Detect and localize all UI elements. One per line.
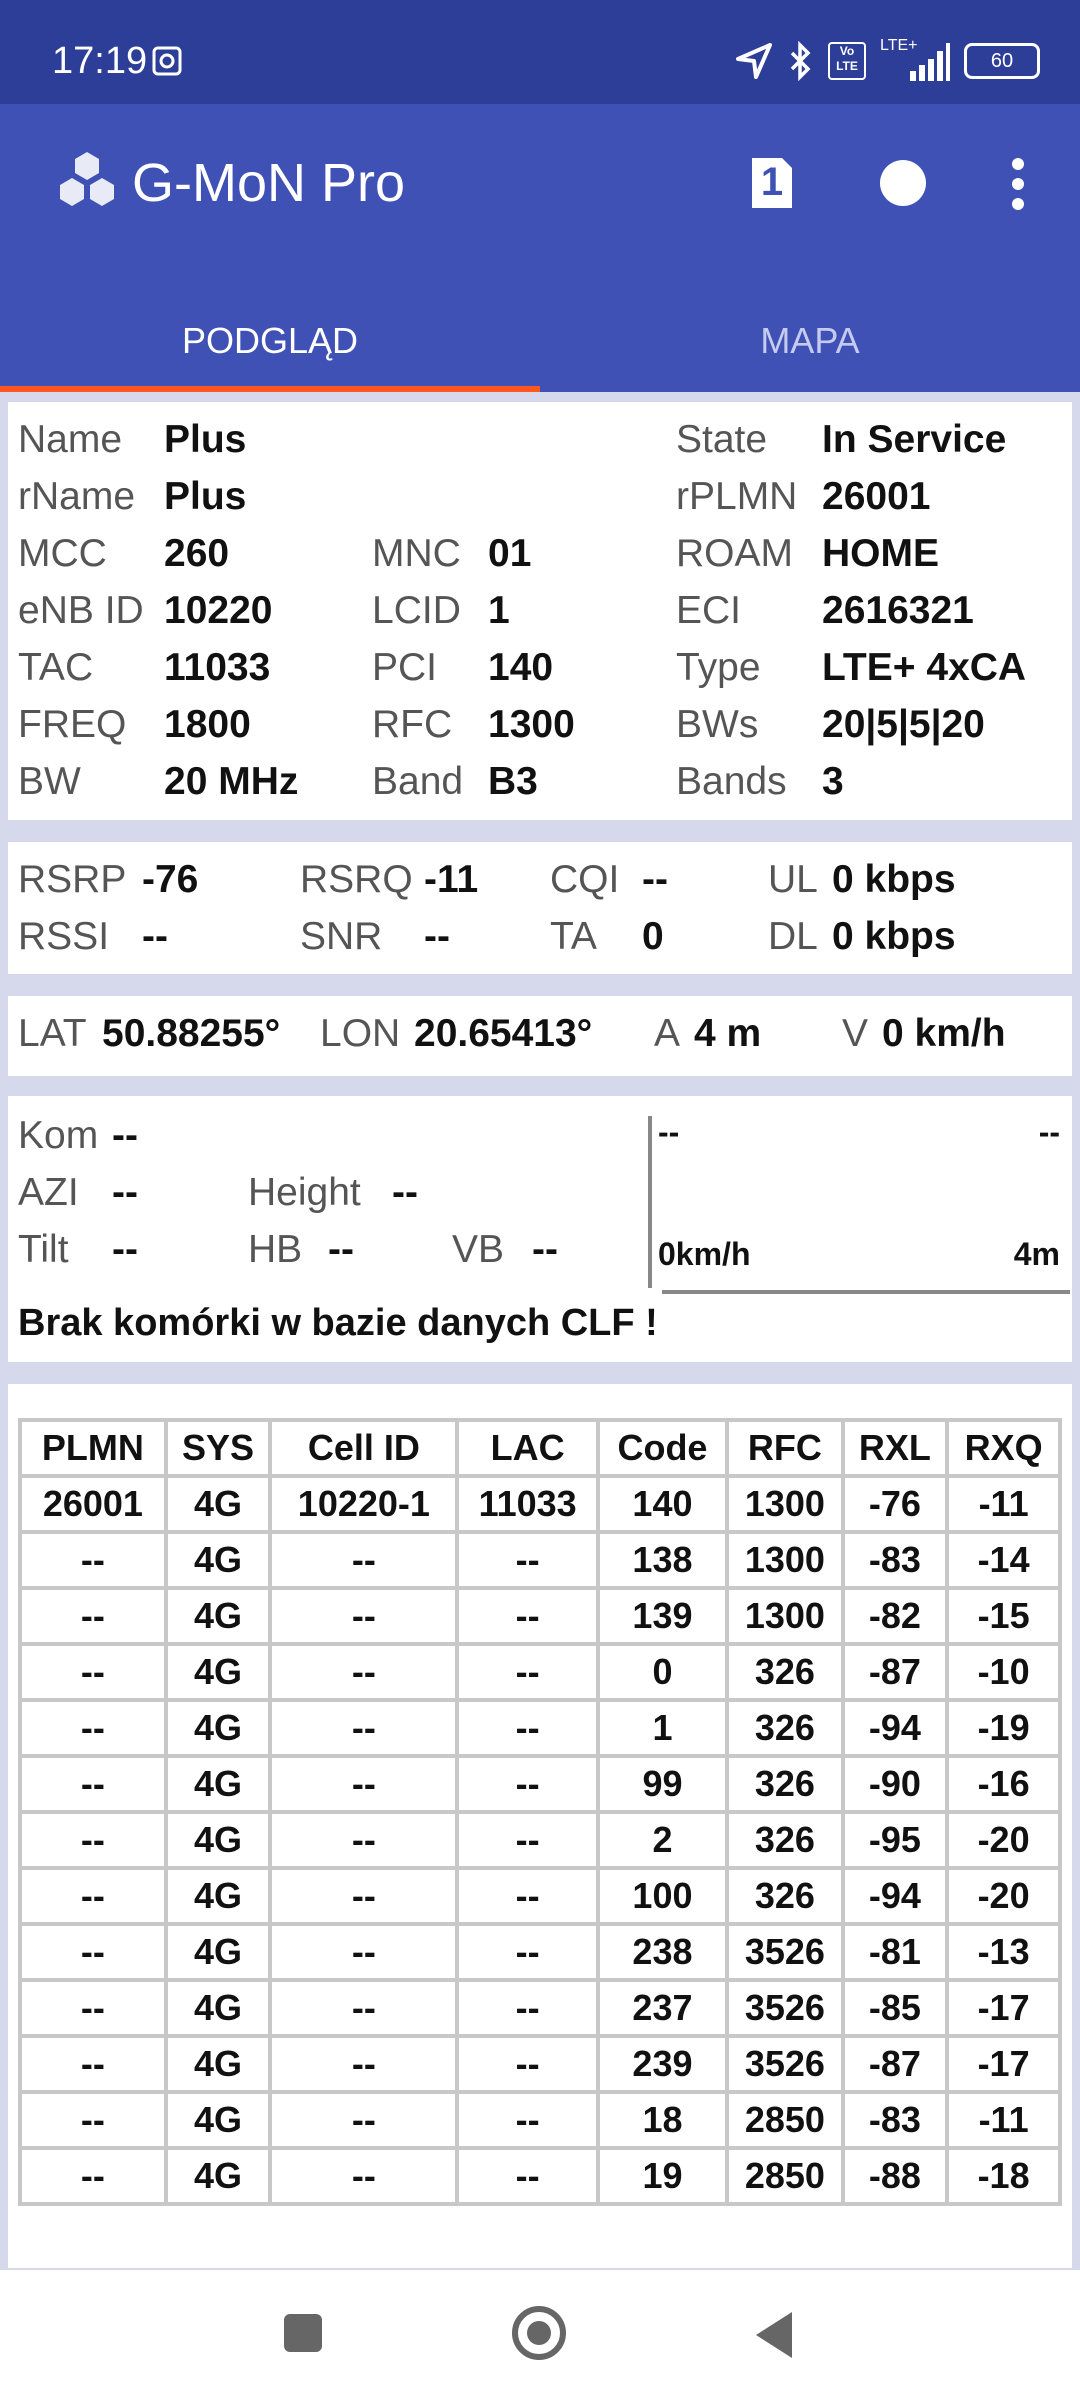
cell-rxl: -81: [843, 1924, 947, 1980]
column-header-sys: SYS: [166, 1420, 271, 1476]
cell-lac: --: [457, 1588, 597, 1644]
cell-code: 100: [598, 1868, 727, 1924]
lcid-value: 1: [488, 589, 510, 632]
column-header-code: Code: [598, 1420, 727, 1476]
table-row: [20, 1980, 1060, 2036]
accuracy-label: A: [654, 1012, 681, 1055]
dl-value: 0 kbps: [832, 915, 956, 958]
cell-code: 99: [598, 1756, 727, 1812]
gps-card: [8, 996, 1072, 1076]
cell-rxl: -95: [843, 1812, 947, 1868]
table-row: [20, 1532, 1060, 1588]
graph-speed-value: 0km/h: [658, 1236, 751, 1272]
cell-rxl: -83: [843, 1532, 947, 1588]
state-value: In Service: [822, 418, 1007, 461]
name-value: Plus: [164, 418, 247, 461]
hb-label: HB: [248, 1228, 303, 1271]
bw-value: 20 MHz: [164, 760, 299, 803]
cell-rfc: 1300: [727, 1476, 843, 1532]
cell-sys: 4G: [166, 1476, 271, 1532]
tab-bar: [0, 290, 1080, 392]
mcc-label: MCC: [18, 532, 107, 575]
navigation-bar: [0, 2270, 1080, 2400]
cell-code: 138: [598, 1532, 727, 1588]
cell-rxl: -90: [843, 1756, 947, 1812]
table-row: [20, 2148, 1060, 2204]
bands-label: Bands: [676, 760, 787, 803]
dl-label: DL: [768, 915, 818, 958]
table-row: [20, 1812, 1060, 1868]
freq-label: FREQ: [18, 703, 127, 746]
clf-message: Brak komórki w bazie danych CLF !: [18, 1302, 658, 1344]
cell-rxl: -87: [843, 1644, 947, 1700]
settings-notification-icon: [152, 46, 182, 76]
name-label: Name: [18, 418, 123, 461]
signal-strength-icon: [880, 39, 950, 83]
cell-cell-id: --: [270, 1924, 457, 1980]
speed-label: V: [842, 1012, 869, 1055]
cell-rxq: -17: [947, 1980, 1060, 2036]
vb-label: VB: [452, 1228, 505, 1271]
cell-plmn: --: [20, 1924, 166, 1980]
table-header-row: [20, 1420, 1060, 1476]
cell-rfc: 326: [727, 1756, 843, 1812]
freq-value: 1800: [164, 703, 251, 746]
network-indicator: [880, 39, 950, 83]
snr-value: --: [424, 915, 450, 958]
cell-code: 140: [598, 1476, 727, 1532]
roam-label: ROAM: [676, 532, 793, 575]
tilt-label: Tilt: [18, 1228, 69, 1271]
cell-rxl: -83: [843, 2092, 947, 2148]
tac-label: TAC: [18, 646, 94, 689]
mnc-value: 01: [488, 532, 532, 575]
rsrp-label: RSRP: [18, 858, 127, 901]
state-label: State: [676, 418, 768, 461]
network-type-label: LTE+: [880, 37, 918, 54]
cell-rxq: -11: [947, 1476, 1060, 1532]
cell-plmn: --: [20, 1868, 166, 1924]
cell-rxl: -94: [843, 1700, 947, 1756]
cell-cell-id: --: [270, 1700, 457, 1756]
lon-value: 20.65413°: [414, 1012, 593, 1055]
rname-value: Plus: [164, 475, 247, 518]
table-row: [20, 1924, 1060, 1980]
lon-label: LON: [320, 1012, 401, 1055]
height-value: --: [392, 1171, 418, 1214]
cell-rxq: -20: [947, 1812, 1060, 1868]
cell-rfc: 1300: [727, 1588, 843, 1644]
table-row: [20, 2092, 1060, 2148]
cell-rxl: -76: [843, 1476, 947, 1532]
rplmn-value: 26001: [822, 475, 931, 518]
cell-plmn: --: [20, 1980, 166, 2036]
snr-label: SNR: [300, 915, 383, 958]
cell-plmn: --: [20, 1588, 166, 1644]
signal-card: [8, 842, 1072, 974]
band-value: B3: [488, 760, 538, 803]
mcc-value: 260: [164, 532, 230, 575]
cell-rfc: 3526: [727, 1924, 843, 1980]
cell-rxq: -10: [947, 1644, 1060, 1700]
cell-lac: --: [457, 1924, 597, 1980]
cell-plmn: 26001: [20, 1476, 166, 1532]
cell-rfc: 1300: [727, 1532, 843, 1588]
location-arrow-icon: [734, 41, 774, 81]
cell-sys: 4G: [166, 2148, 271, 2204]
cell-rxl: -87: [843, 2036, 947, 2092]
cell-rxq: -11: [947, 2092, 1060, 2148]
kom-value: --: [112, 1114, 138, 1157]
rssi-value: --: [142, 915, 168, 958]
cell-plmn: --: [20, 2092, 166, 2148]
lat-value: 50.88255°: [102, 1012, 281, 1055]
enb-id-label: eNB ID: [18, 589, 144, 632]
tab-mapa[interactable]: MAPA: [760, 320, 860, 361]
cell-cell-id: --: [270, 1532, 457, 1588]
cell-sys: 4G: [166, 1700, 271, 1756]
cell-lac: 11033: [457, 1476, 597, 1532]
table-row: [20, 1588, 1060, 1644]
cell-rxq: -20: [947, 1868, 1060, 1924]
bw-label: BW: [18, 760, 81, 803]
cell-sys: 4G: [166, 1812, 271, 1868]
graph-baseline: [662, 1290, 1070, 1294]
type-label: Type: [676, 646, 761, 689]
pci-value: 140: [488, 646, 554, 689]
column-header-rxl: RXL: [843, 1420, 947, 1476]
cell-rfc: 326: [727, 1644, 843, 1700]
cell-rxq: -13: [947, 1924, 1060, 1980]
cell-lac: --: [457, 2092, 597, 2148]
cell-rxl: -94: [843, 1868, 947, 1924]
speed-value: 0 km/h: [882, 1012, 1006, 1055]
hexagon-cluster-logo-icon: [52, 148, 122, 218]
rname-label: rName: [18, 475, 136, 518]
bands-value: 3: [822, 760, 844, 803]
site-card: [8, 1096, 1072, 1362]
ta-value: 0: [642, 915, 664, 958]
cell-code: 237: [598, 1980, 727, 2036]
accuracy-value: 4 m: [694, 1012, 762, 1055]
app-bar: [0, 104, 1080, 392]
cqi-value: --: [642, 858, 668, 901]
pci-label: PCI: [372, 646, 438, 689]
cell-rfc: 326: [727, 1700, 843, 1756]
sim-number: 1: [760, 160, 784, 204]
cell-cell-id: --: [270, 2092, 457, 2148]
cell-cell-id: --: [270, 1644, 457, 1700]
cell-rfc: 3526: [727, 2036, 843, 2092]
cell-code: 2: [598, 1812, 727, 1868]
battery-icon: [964, 43, 1040, 79]
table-row: [20, 1756, 1060, 1812]
cell-lac: --: [457, 2148, 597, 2204]
table-row: [20, 1700, 1060, 1756]
cell-code: 139: [598, 1588, 727, 1644]
cell-lac: --: [457, 1532, 597, 1588]
bws-value: 20|5|5|20: [822, 703, 985, 746]
cell-plmn: --: [20, 2036, 166, 2092]
battery-level: 60: [990, 49, 1014, 72]
ul-label: UL: [768, 858, 818, 901]
cell-sys: 4G: [166, 1756, 271, 1812]
active-tab-indicator: [0, 386, 540, 392]
overflow-menu-icon[interactable]: [1006, 156, 1030, 212]
tab-podglad[interactable]: PODGLĄD: [181, 320, 359, 361]
cell-code: 239: [598, 2036, 727, 2092]
lat-label: LAT: [18, 1012, 87, 1055]
sim-1-button[interactable]: [748, 154, 796, 212]
status-icons: [734, 36, 1040, 86]
table-row: [20, 1476, 1060, 1532]
cell-rxl: -82: [843, 1588, 947, 1644]
rssi-label: RSSI: [18, 915, 110, 958]
cell-rxl: -88: [843, 2148, 947, 2204]
graph-top-right-value: --: [1038, 1114, 1060, 1150]
cell-plmn: --: [20, 1756, 166, 1812]
cell-plmn: --: [20, 1644, 166, 1700]
cell-cell-id: --: [270, 2148, 457, 2204]
cell-code: 0: [598, 1644, 727, 1700]
cell-sys: 4G: [166, 1532, 271, 1588]
eci-value: 2616321: [822, 589, 974, 632]
record-button[interactable]: [880, 160, 926, 206]
cell-rxq: -18: [947, 2148, 1060, 2204]
neighbour-cells-table: [18, 1418, 1062, 2206]
cell-code: 19: [598, 2148, 727, 2204]
cell-sys: 4G: [166, 2092, 271, 2148]
cell-plmn: --: [20, 1812, 166, 1868]
cell-cell-id: --: [270, 2036, 457, 2092]
home-button[interactable]: [512, 2306, 566, 2360]
rsrp-value: -76: [142, 858, 199, 901]
volte-badge: Vo LTE: [828, 42, 866, 80]
ul-value: 0 kbps: [832, 858, 956, 901]
cell-plmn: --: [20, 1532, 166, 1588]
column-header-plmn: PLMN: [20, 1420, 166, 1476]
cell-cell-id: --: [270, 1756, 457, 1812]
cell-cell-id: 10220-1: [270, 1476, 457, 1532]
cell-rfc: 3526: [727, 1980, 843, 2036]
cell-code: 238: [598, 1924, 727, 1980]
cell-lac: --: [457, 1812, 597, 1868]
lcid-label: LCID: [372, 589, 461, 632]
column-header-lac: LAC: [457, 1420, 597, 1476]
azi-value: --: [112, 1171, 138, 1214]
table-row: [20, 2036, 1060, 2092]
cell-sys: 4G: [166, 1588, 271, 1644]
cell-plmn: --: [20, 2148, 166, 2204]
height-label: Height: [248, 1171, 361, 1214]
band-label: Band: [372, 760, 464, 803]
rsrq-value: -11: [424, 858, 479, 901]
cell-rfc: 2850: [727, 2092, 843, 2148]
cell-lac: --: [457, 1868, 597, 1924]
cell-cell-id: --: [270, 1868, 457, 1924]
enb-id-value: 10220: [164, 589, 273, 632]
eci-label: ECI: [676, 589, 742, 632]
bws-label: BWs: [676, 703, 759, 746]
cell-sys: 4G: [166, 1868, 271, 1924]
status-bar: [0, 0, 1080, 104]
column-header-cell-id: Cell ID: [270, 1420, 457, 1476]
cell-rxl: -85: [843, 1980, 947, 2036]
column-header-rfc: RFC: [727, 1420, 843, 1476]
cell-lac: --: [457, 1980, 597, 2036]
roam-value: HOME: [822, 532, 939, 575]
table-row: [20, 1644, 1060, 1700]
cell-rxq: -15: [947, 1588, 1060, 1644]
cell-code: 1: [598, 1700, 727, 1756]
cell-lac: --: [457, 1644, 597, 1700]
cell-sys: 4G: [166, 2036, 271, 2092]
cell-rfc: 2850: [727, 2148, 843, 2204]
cell-info-card: [8, 402, 1072, 820]
recents-button[interactable]: [284, 2314, 322, 2352]
hb-value: --: [328, 1228, 354, 1271]
cell-lac: --: [457, 1700, 597, 1756]
cell-lac: --: [457, 2036, 597, 2092]
cell-sys: 4G: [166, 1980, 271, 2036]
graph-accuracy-value: 4m: [1013, 1236, 1060, 1272]
cell-lac: --: [457, 1756, 597, 1812]
kom-label: Kom: [18, 1114, 99, 1157]
cell-sys: 4G: [166, 1924, 271, 1980]
cell-code: 18: [598, 2092, 727, 2148]
cell-cell-id: --: [270, 1588, 457, 1644]
tilt-value: --: [112, 1228, 138, 1271]
cell-rxq: -14: [947, 1532, 1060, 1588]
cqi-label: CQI: [550, 858, 620, 901]
rfc-value: 1300: [488, 703, 575, 746]
cell-sys: 4G: [166, 1644, 271, 1700]
back-button-icon[interactable]: [752, 2310, 796, 2360]
bluetooth-icon: [788, 41, 814, 81]
cell-cell-id: --: [270, 1980, 457, 2036]
ta-label: TA: [550, 915, 597, 958]
cell-rxq: -16: [947, 1756, 1060, 1812]
vb-value: --: [532, 1228, 558, 1271]
app-title: G-MoN Pro: [132, 153, 406, 213]
type-value: LTE+ 4xCA: [822, 646, 1027, 689]
cell-plmn: --: [20, 1700, 166, 1756]
azi-label: AZI: [18, 1171, 79, 1214]
cell-rfc: 326: [727, 1812, 843, 1868]
rplmn-label: rPLMN: [676, 475, 798, 518]
neighbour-cells-card: [8, 1384, 1072, 2268]
cell-rxq: -19: [947, 1700, 1060, 1756]
rfc-label: RFC: [372, 703, 453, 746]
tac-value: 11033: [164, 646, 271, 689]
cell-cell-id: --: [270, 1812, 457, 1868]
mnc-label: MNC: [372, 532, 461, 575]
column-header-rxq: RXQ: [947, 1420, 1060, 1476]
home-button-dot: [527, 2321, 551, 2345]
status-time: 17:19: [52, 40, 148, 82]
cell-rxq: -17: [947, 2036, 1060, 2092]
vertical-divider: [648, 1116, 652, 1288]
cell-rfc: 326: [727, 1868, 843, 1924]
graph-top-left-value: --: [658, 1114, 680, 1150]
rsrq-label: RSRQ: [300, 858, 413, 901]
table-row: [20, 1868, 1060, 1924]
